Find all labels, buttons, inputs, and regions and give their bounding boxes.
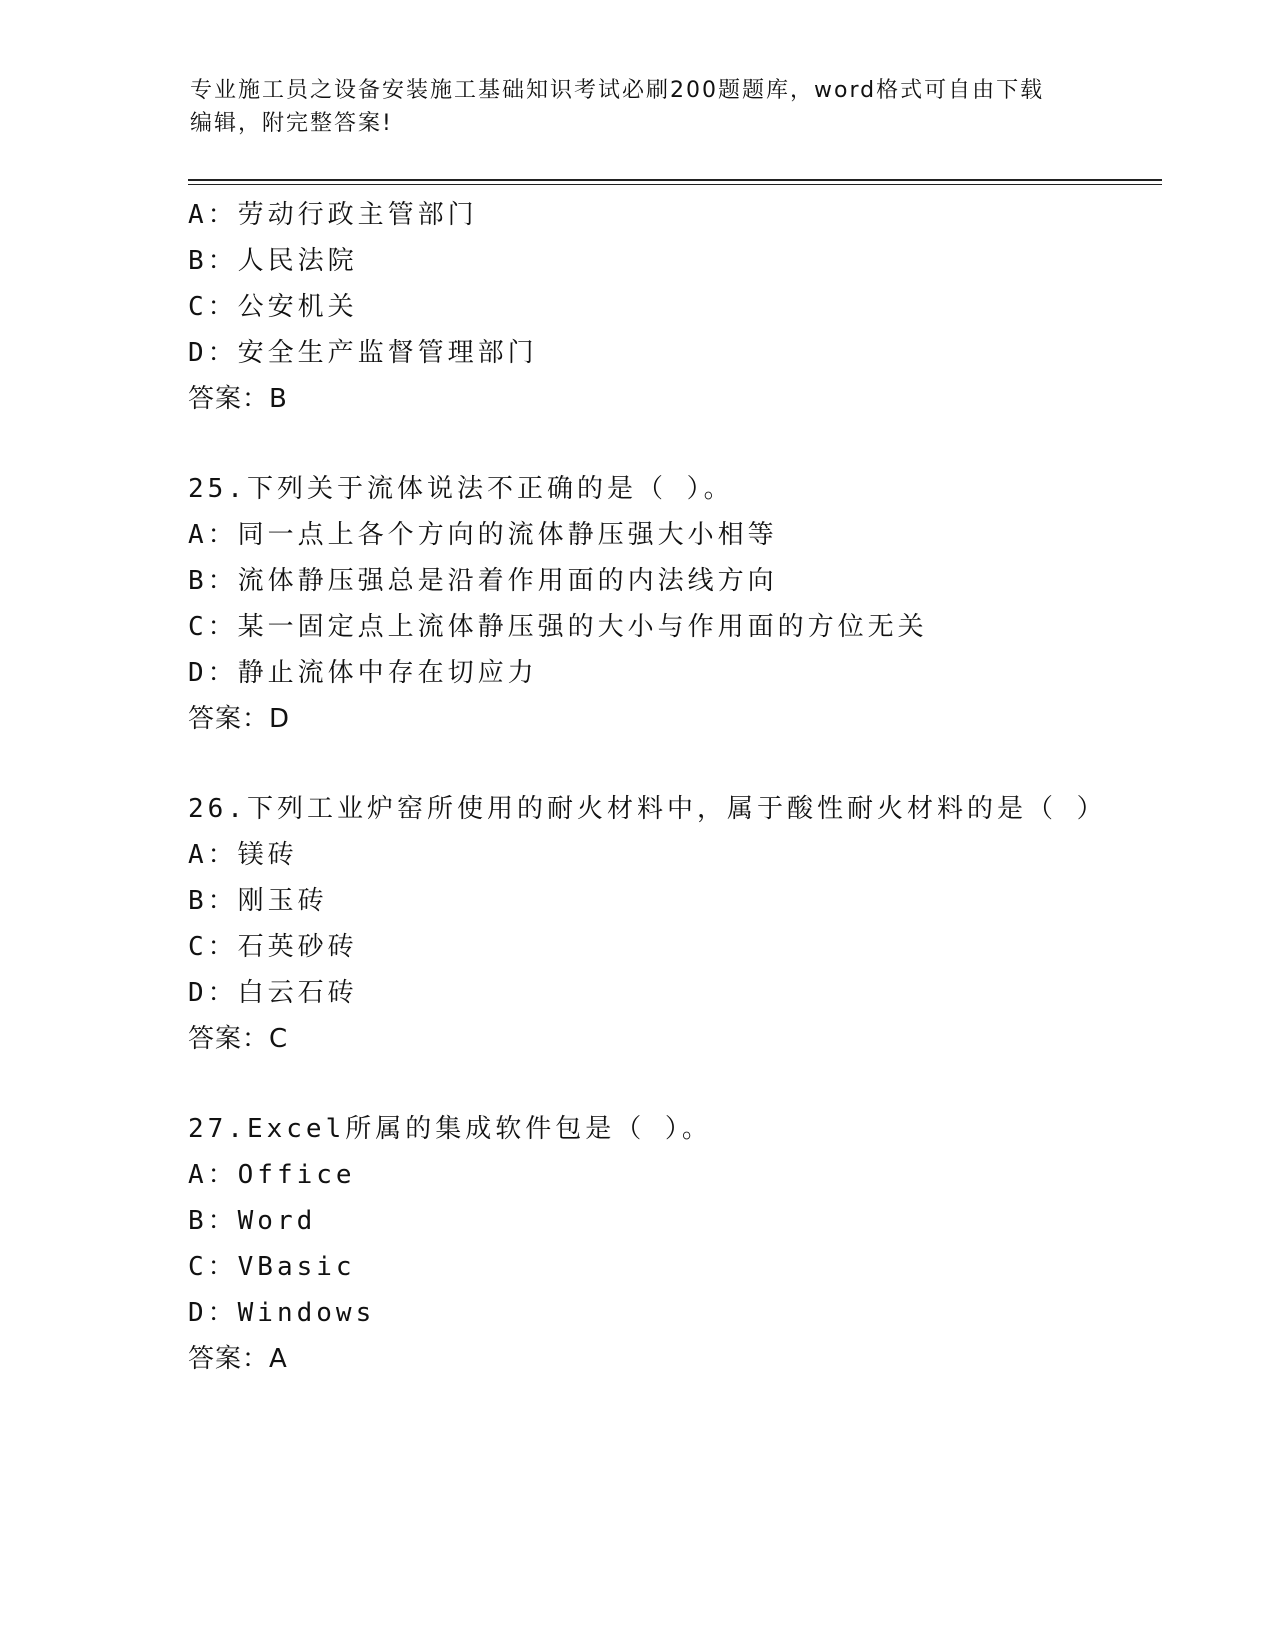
option-b: B：刚玉砖 xyxy=(188,886,328,916)
option-b: B：流体静压强总是沿着作用面的内法线方向 xyxy=(188,566,778,596)
question-content xyxy=(188,192,1168,1382)
spacer xyxy=(188,742,1168,786)
option-b: B：Word xyxy=(188,1206,317,1236)
header-line-2: 编辑，附完整答案! xyxy=(190,111,393,136)
question-25 xyxy=(188,466,1168,742)
option-c: C：石英砂砖 xyxy=(188,932,358,962)
answer: 答案：D xyxy=(188,704,291,734)
option-c: C：公安机关 xyxy=(188,292,358,322)
option-d: D：安全生产监督管理部门 xyxy=(188,338,538,368)
question-27 xyxy=(188,1106,1168,1382)
question-stem: 26.下列工业炉窑所使用的耐火材料中，属于酸性耐火材料的是（ ） xyxy=(188,794,1107,824)
option-a: A：劳动行政主管部门 xyxy=(188,200,478,230)
header-divider-thin xyxy=(188,184,1162,185)
option-a: A：同一点上各个方向的流体静压强大小相等 xyxy=(188,520,778,550)
option-a: A：Office xyxy=(188,1160,356,1190)
option-b: B：人民法院 xyxy=(188,246,358,276)
spacer xyxy=(188,1062,1168,1106)
question-stem: 27.Excel所属的集成软件包是（ ）。 xyxy=(188,1114,712,1144)
option-c: C：某一固定点上流体静压强的大小与作用面的方位无关 xyxy=(188,612,928,642)
answer: 答案：B xyxy=(188,384,288,414)
question-stem: 25.下列关于流体说法不正确的是（ ）。 xyxy=(188,474,734,504)
spacer xyxy=(188,422,1168,466)
question-26 xyxy=(188,786,1168,1062)
document-header xyxy=(190,74,1090,140)
header-line-1: 专业施工员之设备安装施工基础知识考试必刷200题题库，word格式可自由下载 xyxy=(190,78,1045,103)
option-d: D：静止流体中存在切应力 xyxy=(188,658,538,688)
answer: 答案：C xyxy=(188,1024,289,1054)
option-c: C：VBasic xyxy=(188,1252,356,1282)
header-divider-thick xyxy=(188,179,1162,181)
option-a: A：镁砖 xyxy=(188,840,298,870)
question-24-partial xyxy=(188,192,1168,422)
option-d: D：Windows xyxy=(188,1298,376,1328)
option-d: D：白云石砖 xyxy=(188,978,358,1008)
answer: 答案：A xyxy=(188,1344,288,1374)
